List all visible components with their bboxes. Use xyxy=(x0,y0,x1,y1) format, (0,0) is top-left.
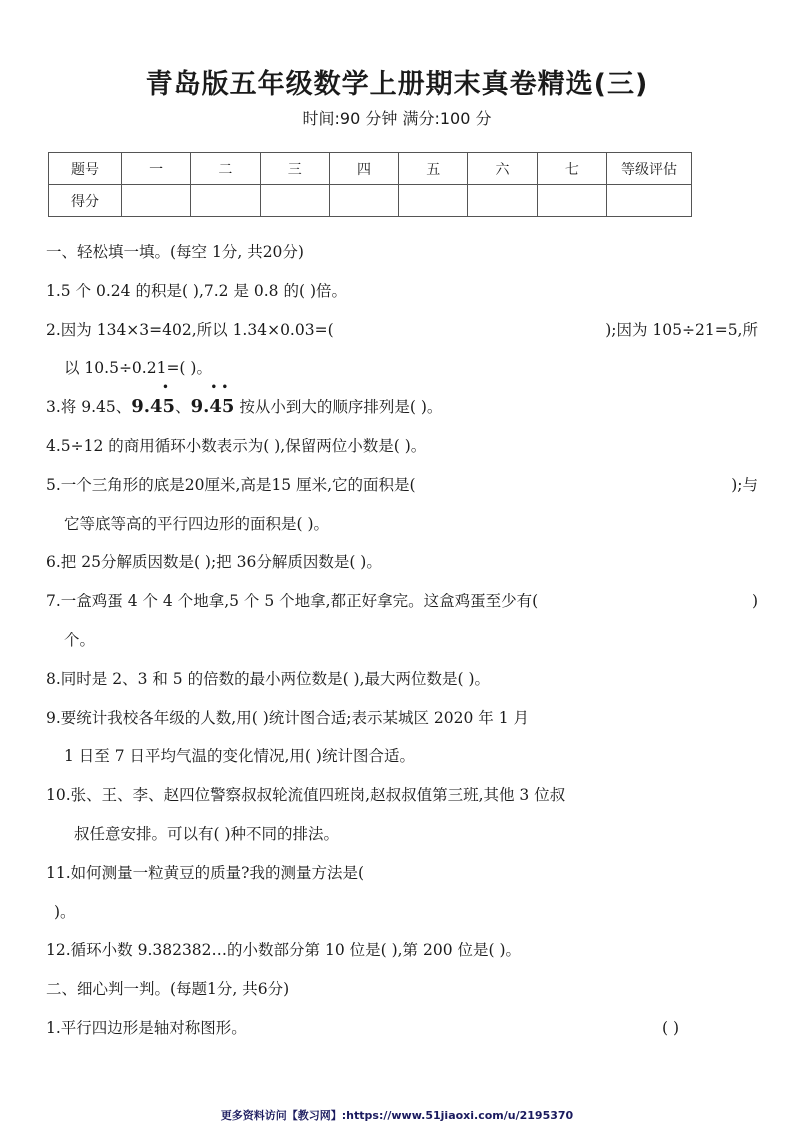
question-11-continued: )。 xyxy=(54,902,76,921)
question-3 xyxy=(46,382,758,427)
question-9-continued: 1 日至 7 日平均气温的变化情况,用( )统计图合适。 xyxy=(64,747,415,766)
question-2 xyxy=(46,311,758,350)
table-header-cell: 四 xyxy=(329,153,398,185)
question-text: 2.因为 134×3=402,所以 1.34×0.03=( xyxy=(46,320,334,339)
table-header-cell: 七 xyxy=(537,153,606,185)
repeat-dot-icon: • xyxy=(221,382,228,394)
question-text: );因为 105÷21=5,所 xyxy=(605,320,758,339)
table-header-cell: 题号 xyxy=(49,153,122,185)
question-text: 5.一个三角形的底是20厘米,高是15 厘米,它的面积是( xyxy=(46,475,416,494)
page-title: 青岛版五年级数学上册期末真卷精选(三) xyxy=(145,69,649,100)
question-content xyxy=(46,233,758,1048)
question-text: 按从小到大的顺序排列是( )。 xyxy=(234,398,443,417)
score-cell[interactable] xyxy=(260,185,329,217)
table-header-cell: 一 xyxy=(122,153,191,185)
question-text: ) xyxy=(751,592,758,611)
table-row xyxy=(49,185,692,217)
question-text: 3.将 9.45、 xyxy=(46,398,132,417)
section-heading: 一、轻松填一填。(每空 1分, 共20分) xyxy=(46,243,304,261)
question-4: 4.5÷12 的商用循环小数表示为( ),保留两位小数是( )。 xyxy=(46,436,427,455)
score-table xyxy=(48,152,692,217)
separator: 、 xyxy=(175,398,191,417)
number-text: 9.45 xyxy=(190,396,235,418)
question-8: 8.同时是 2、3 和 5 的倍数的最小两位数是( ),最大两位数是( )。 xyxy=(46,669,491,688)
score-cell[interactable] xyxy=(329,185,398,217)
question-10: 10.张、王、李、赵四位警察叔叔轮流值四班岗,赵叔叔值第三班,其他 3 位叔 xyxy=(46,786,566,805)
table-row xyxy=(49,153,692,185)
score-cell[interactable] xyxy=(122,185,191,217)
repeating-decimal-2 xyxy=(190,382,235,427)
table-header-cell: 二 xyxy=(191,153,260,185)
question-text: 1.平行四边形是轴对称图形。 xyxy=(46,1018,247,1037)
score-cell[interactable] xyxy=(607,185,692,217)
section-heading: 二、细心判一判。(每题1分, 共6分) xyxy=(46,980,290,999)
question-judge-1 xyxy=(46,1009,758,1048)
score-cell[interactable] xyxy=(468,185,537,217)
question-6: 6.把 25分解质因数是( );把 36分解质因数是( )。 xyxy=(46,553,382,572)
table-header-cell: 六 xyxy=(468,153,537,185)
question-7 xyxy=(46,582,758,621)
question-7-continued: 个。 xyxy=(64,630,96,649)
table-header-cell: 五 xyxy=(399,153,468,185)
question-5-continued: 它等底等高的平行四边形的面积是( )。 xyxy=(64,514,330,533)
number-text: 9.45 xyxy=(131,396,176,418)
question-11: 11.如何测量一粒黄豆的质量?我的测量方法是( xyxy=(46,863,365,882)
question-text: );与 xyxy=(731,475,758,494)
question-1: 1.5 个 0.24 的积是( ),7.2 是 0.8 的( )倍。 xyxy=(46,281,347,300)
question-12: 12.循环小数 9.382382…的小数部分第 10 位是( ),第 200 位是( )。 xyxy=(46,941,522,960)
score-cell[interactable] xyxy=(191,185,260,217)
table-header-cell: 等级评估 xyxy=(607,153,692,185)
exam-info: 时间:90 分钟 满分:100 分 xyxy=(302,109,492,128)
footer-link[interactable]: 更多资料访问【教习网】:https://www.51jiaoxi.com/u/2195370 xyxy=(220,1109,574,1122)
question-2-continued: 以 10.5÷0.21=( )。 xyxy=(64,359,212,378)
question-10-continued: 叔任意安排。可以有( )种不同的排法。 xyxy=(74,824,340,843)
table-row-label: 得分 xyxy=(49,185,122,217)
answer-bracket[interactable]: ( ) xyxy=(662,1018,680,1037)
repeat-dot-icon: • xyxy=(162,382,169,394)
repeating-decimal-1 xyxy=(131,382,176,427)
table-header-cell: 三 xyxy=(260,153,329,185)
question-text: 7.一盒鸡蛋 4 个 4 个地拿,5 个 5 个地拿,都正好拿完。这盒鸡蛋至少有( xyxy=(46,592,539,611)
question-5 xyxy=(46,466,758,505)
score-cell[interactable] xyxy=(537,185,606,217)
score-cell[interactable] xyxy=(399,185,468,217)
repeat-dot-icon: • xyxy=(210,382,217,394)
question-9: 9.要统计我校各年级的人数,用( )统计图合适;表示某城区 2020 年 1 月 xyxy=(46,708,529,727)
